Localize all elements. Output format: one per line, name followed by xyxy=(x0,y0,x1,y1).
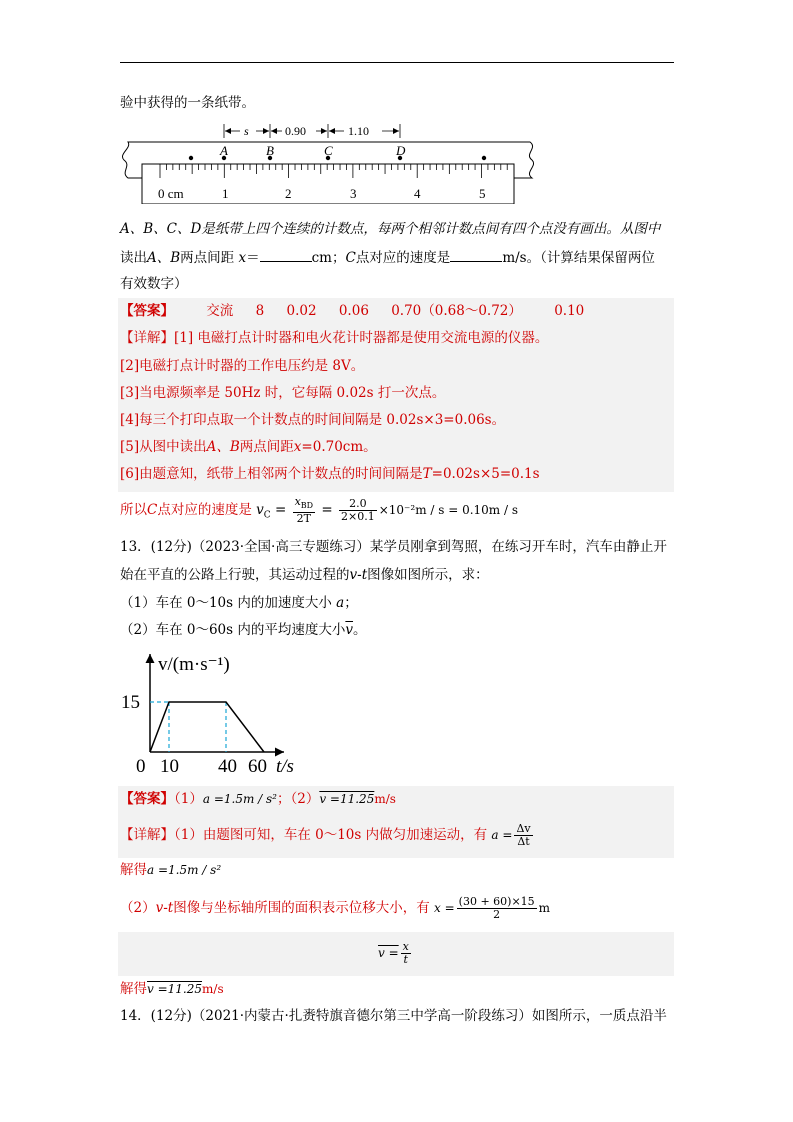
vt-ylabel: v/(m·s⁻¹) xyxy=(158,654,230,675)
q13-sub1: （1）车在 0～10s 内的加速度大小 a； xyxy=(120,595,358,611)
q13-line2: 始在平直的公路上行驶，其运动过程的v-t图像如图所示，求： xyxy=(120,567,489,583)
vt-x-tick-60: 60 xyxy=(248,756,267,777)
point-label-c: C xyxy=(324,143,333,158)
q12-detail-7: 所以C点对应的速度是 $v_C$ = $\frac{x_{BD}}{2T}$ = $\frac{2.0}{2\times 0.1}$ ×10⁻²m / s = 0.10m / s xyxy=(120,495,519,526)
dim-label-110: 1.10 xyxy=(348,124,369,138)
q12-detail-4: [4]每三个打印点取一个计数点的时间间隔是 0.02s×3=0.06s。 xyxy=(120,412,506,428)
q12-detail-3: [3]当电源频率是 50Hz 时，它每隔 0.02s 打一次点。 xyxy=(120,385,446,401)
q12-detail-1: 【详解】[1] 电磁打点计时器和电火花计时器都是使用交流电源的仪器。 xyxy=(120,330,549,346)
ruler-label-4: 4 xyxy=(414,186,421,201)
vt-series-line xyxy=(150,702,264,752)
intro-line: 验中获得的一条纸带。 xyxy=(120,95,255,111)
ruler-label-5: 5 xyxy=(479,186,486,201)
dim-label-s: s xyxy=(244,124,249,138)
q12-text-line2: 读出A、B两点间距 x＝ cm；C点对应的速度是 m/s。（计算结果保留两位 xyxy=(120,247,655,268)
vt-y-tick-15: 15 xyxy=(121,692,140,713)
vt-xlabel: t/s xyxy=(276,756,294,777)
header-rule xyxy=(120,62,674,63)
q13-detail-4: v = $\frac{x}{t}$ xyxy=(378,940,409,966)
q13-detail-5: 解得v =11.25m/s xyxy=(120,981,224,997)
q12-answer-line: 【答案】 交流 8 0.02 0.06 0.70（0.68～0.72） 0.10 xyxy=(120,303,585,319)
vt-x-tick-0: 0 xyxy=(136,756,146,777)
q14-head: 14．(12分)（2021·内蒙古·扎赉特旗音德尔第三中学高一阶段练习）如图所示，一质点沿半 xyxy=(120,1008,667,1024)
tape-ruler-figure xyxy=(118,118,546,204)
tape-dot xyxy=(482,156,486,160)
vt-chart xyxy=(118,648,318,780)
q12-detail-5: [5]从图中读出A、B两点间距x=0.70cm。 xyxy=(120,439,377,455)
q12-text-line1: A、B、C、D是纸带上四个连续的计数点，每两个相邻计数点间有四个点没有画出。从图中 xyxy=(120,221,661,237)
ruler-label-0: 0 cm xyxy=(158,186,184,201)
ruler-label-3: 3 xyxy=(350,186,357,201)
dim-label-090: 0.90 xyxy=(285,124,306,138)
q13-head: 13．(12分)（2023·全国·高三专题练习）某学员刚拿到驾照，在练习开车时，汽车由静止开 xyxy=(120,539,667,555)
point-label-a: A xyxy=(220,143,228,158)
tape-dot xyxy=(189,156,193,160)
ruler-label-2: 2 xyxy=(285,186,292,201)
q13-detail-3: （2）v-t图像与坐标轴所围的面积表示位移大小，有 x = $\frac{(30 + 60)\times 15}{2}$ m xyxy=(120,895,551,921)
q13-detail-1: 【详解】（1）由题图可知，车在 0～10s 内做匀加速运动，有 a = $\frac{\Delta v}{\Delta t}$ xyxy=(120,822,531,848)
vt-x-tick-40: 40 xyxy=(218,756,237,777)
q13-sub2: （2）车在 0～60s 内的平均速度大小$\overline{v}$。 xyxy=(120,622,367,638)
q12-detail-6: [6]由题意知，纸带上相邻两个计数点的时间间隔是T=0.02s×5=0.1s xyxy=(120,466,540,482)
point-label-b: B xyxy=(266,143,274,158)
blank-x xyxy=(260,247,312,262)
q12-text-line3: 有效数字） xyxy=(120,276,188,292)
ruler-label-1: 1 xyxy=(222,186,229,201)
blank-vc xyxy=(450,247,502,262)
q13-answer-line: 【答案】（1）a =1.5m / s²；（2）v =11.25m/s xyxy=(120,791,396,807)
point-label-d: D xyxy=(396,143,406,158)
q12-detail-2: [2]电磁打点计时器的工作电压约是 8V。 xyxy=(120,358,365,374)
q13-detail-2: 解得a =1.5m / s² xyxy=(120,862,222,878)
vt-x-tick-10: 10 xyxy=(160,756,179,777)
